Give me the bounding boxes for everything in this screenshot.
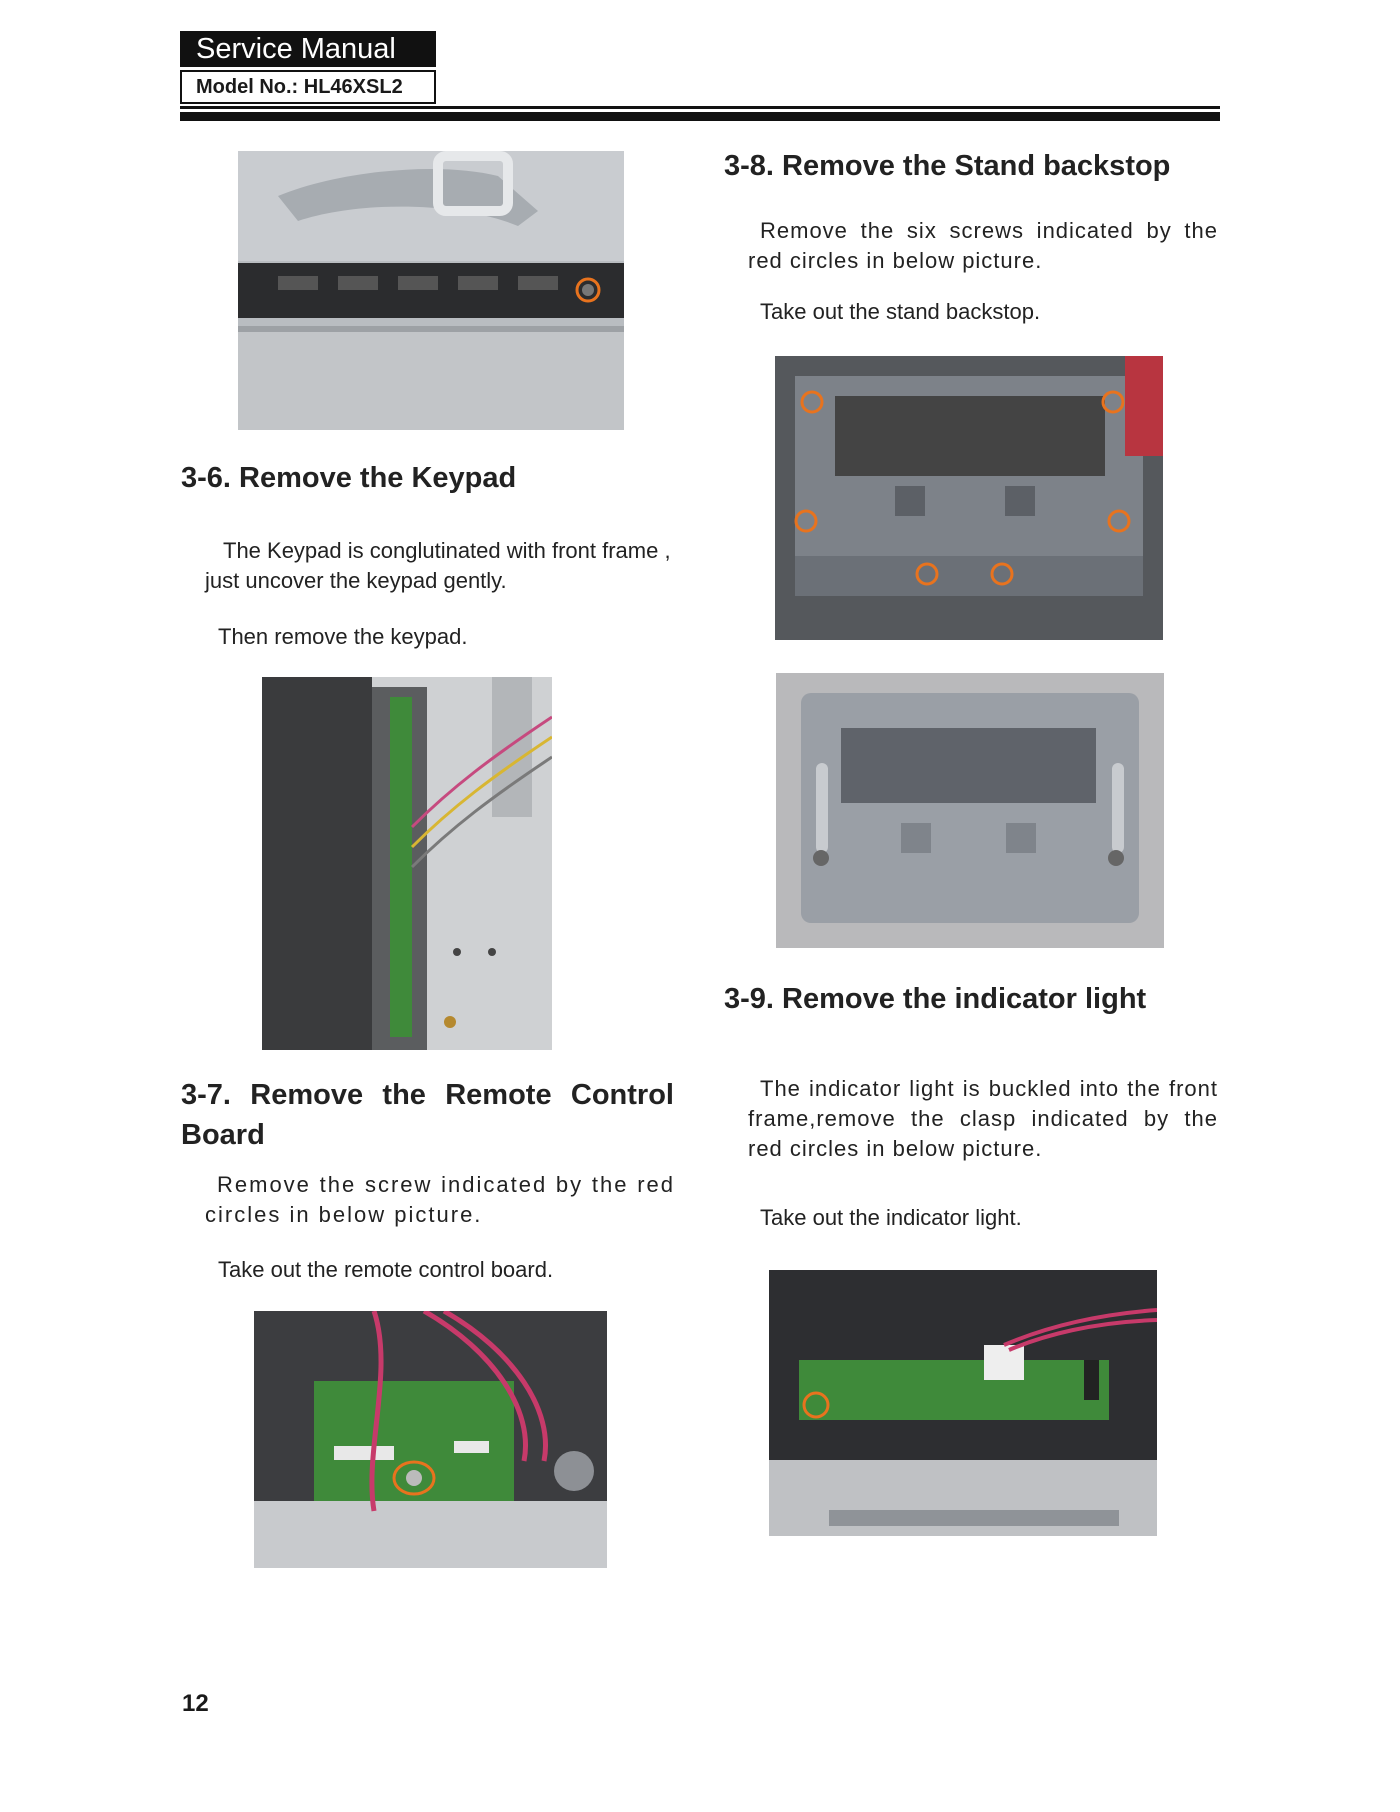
header-rule-thick (180, 112, 1220, 121)
section-3-7-text-1: Remove the screw indicated by the red circles in below picture. (205, 1172, 675, 1227)
photo-keypad (262, 677, 552, 1050)
photo-indicator-light (769, 1270, 1157, 1536)
section-heading-3-9: 3-9. Remove the indicator light (724, 983, 1147, 1015)
photo-front-panel-screw (238, 151, 624, 430)
section-heading-3-7: 3-7. Remove the Remote Control Board (181, 1079, 674, 1151)
section-heading-3-6: 3-6. Remove the Keypad (181, 462, 517, 494)
model-number: Model No.: HL46XSL2 (180, 70, 436, 104)
photo-remote-control-board (254, 1311, 607, 1568)
photo-stand-backstop (776, 673, 1164, 948)
section-3-8-text-1: Remove the six screws indicated by the red circles in below picture. (748, 218, 1218, 273)
page-number: 12 (182, 1690, 209, 1717)
manual-title: Service Manual (180, 31, 436, 67)
section-3-6-text-1: The Keypad is conglutinated with front frame , just uncover the keypad gently. (205, 538, 671, 593)
header-rule-thin (180, 106, 1220, 109)
photo-stand-backstop-screws (775, 356, 1163, 640)
section-3-6-text-2: Then remove the keypad. (218, 624, 468, 649)
section-heading-3-8: 3-8. Remove the Stand backstop (724, 150, 1171, 182)
section-3-7-text-2: Take out the remote control board. (218, 1257, 554, 1282)
section-3-9-text-1: The indicator light is buckled into the front frame,remove the clasp indicated by the red circles in below picture. (748, 1076, 1218, 1161)
section-3-9-text-2: Take out the indicator light. (760, 1205, 1022, 1230)
section-3-8-text-2: Take out the stand backstop. (760, 299, 1041, 324)
